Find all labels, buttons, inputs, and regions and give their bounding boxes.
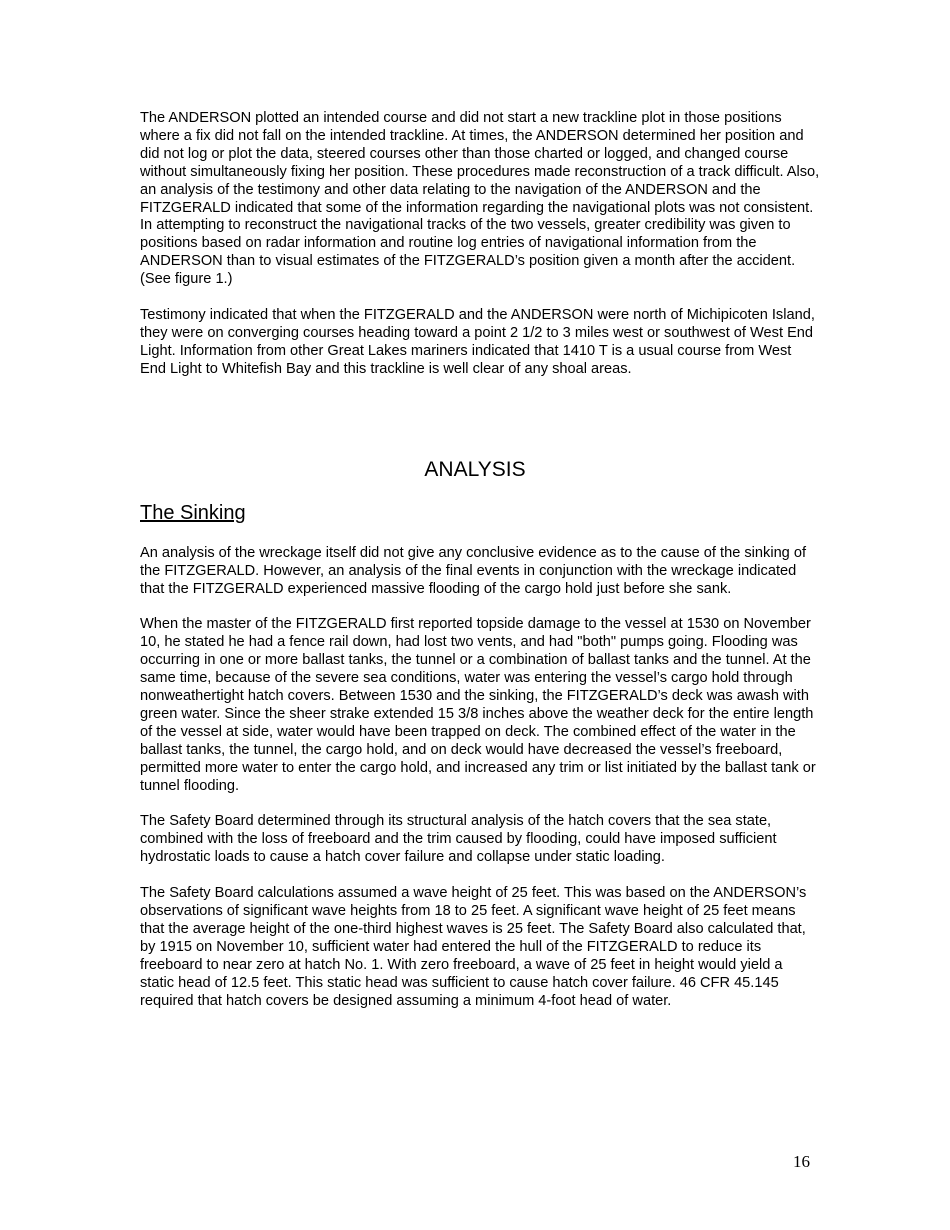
paragraph-converging-courses: Testimony indicated that when the FITZGERALD and the ANDERSON were north of Michipicoten Island, they were on converging courses heading toward a point 2 1/2 to 3 miles west or southwest of West End Light. Information from other Great Lakes mariners indicated that 1410 T is a usual course from West End Light to Whitefish Bay and this trackline is well clear of any shoal areas.: [140, 307, 815, 377]
section-heading-analysis: ANALYSIS: [424, 457, 526, 481]
paragraph-wreckage-analysis: An analysis of the wreckage itself did not give any conclusive evidence as to the cause of the sinking of the FITZGERALD. However, an analysis of the final events in conjunction with the wreckage indicated that the FITZGERALD experienced massive flooding of the cargo hold just before she sank.: [140, 544, 807, 597]
page-number: 16: [793, 1152, 810, 1171]
subsection-heading-sinking: The Sinking: [140, 501, 246, 524]
paragraph-topside-damage: When the master of the FITZGERALD first reported topside damage to the vessel at 1530 on November 10, he stated he had a fence rail down, had lost two vents, and had "both" pumps going. Flooding was occurring in one or more ballast tanks, the tunnel or a combination of ballast tanks and the tunnel. At the same time, because of the severe sea conditions, water was entering the vessel’s cargo hold through nonweathertight hatch covers. Between 1530 and the sinking, the FITZGERALD’s deck was awash with green water. Since the sheer strake extended 15 3/8 inches above the weather deck for the entire length of the vessel at side, water would have been trapped on deck. The combined effect of the water in the ballast tanks, the tunnel, the cargo hold, and on deck would have decreased the vessel’s freeboard, permitted more water to enter the cargo hold, and increased any trim or list initiated by the ballast tank or tunnel flooding.: [140, 616, 816, 794]
section-spacer: [140, 397, 820, 457]
document-page: [140, 110, 820, 1029]
paragraph-wave-calculations: The Safety Board calculations assumed a wave height of 25 feet. This was based on the ANDERSON’s observations of significant wave heights from 18 to 25 feet. A significant wave height of 25 feet means that the average height of the one-third highest waves is 25 feet. The Safety Board also calculated that, by 1915 on November 10, sufficient water had entered the hull of the FITZGERALD to reduce its freeboard to near zero at hatch No. 1. With zero freeboard, a wave of 25 feet in height would yield a static head of 12.5 feet. This static head was sufficient to cause hatch cover failure. 46 CFR 45.145 required that hatch covers be designed assuming a minimum 4-foot head of water.: [140, 885, 807, 1009]
paragraph-navigation-plotting: The ANDERSON plotted an intended course and did not start a new trackline plot in those positions where a fix did not fall on the intended trackline. At times, the ANDERSON determined her position and did not log or plot the data, steered courses other than those charted or logged, and changed course without simultaneously fixing her position. These procedures made reconstruction of a track difficult. Also, an analysis of the testimony and other data relating to the navigation of the ANDERSON and the FITZGERALD indicated that some of the information regarding the navigational plots was not consistent. In attempting to reconstruct the navigational tracks of the two vessels, greater credibility was given to positions based on radar information and routine log entries of navigational information from the ANDERSON than to visual estimates of the FITZGERALD’s position given a month after the accident. (See figure 1.): [140, 110, 820, 288]
paragraph-structural-analysis: The Safety Board determined through its structural analysis of the hatch covers that the sea state, combined with the loss of freeboard and the trim caused by flooding, could have imposed sufficient hydrostatic loads to cause a hatch cover failure and collapse under static loading.: [140, 813, 777, 866]
